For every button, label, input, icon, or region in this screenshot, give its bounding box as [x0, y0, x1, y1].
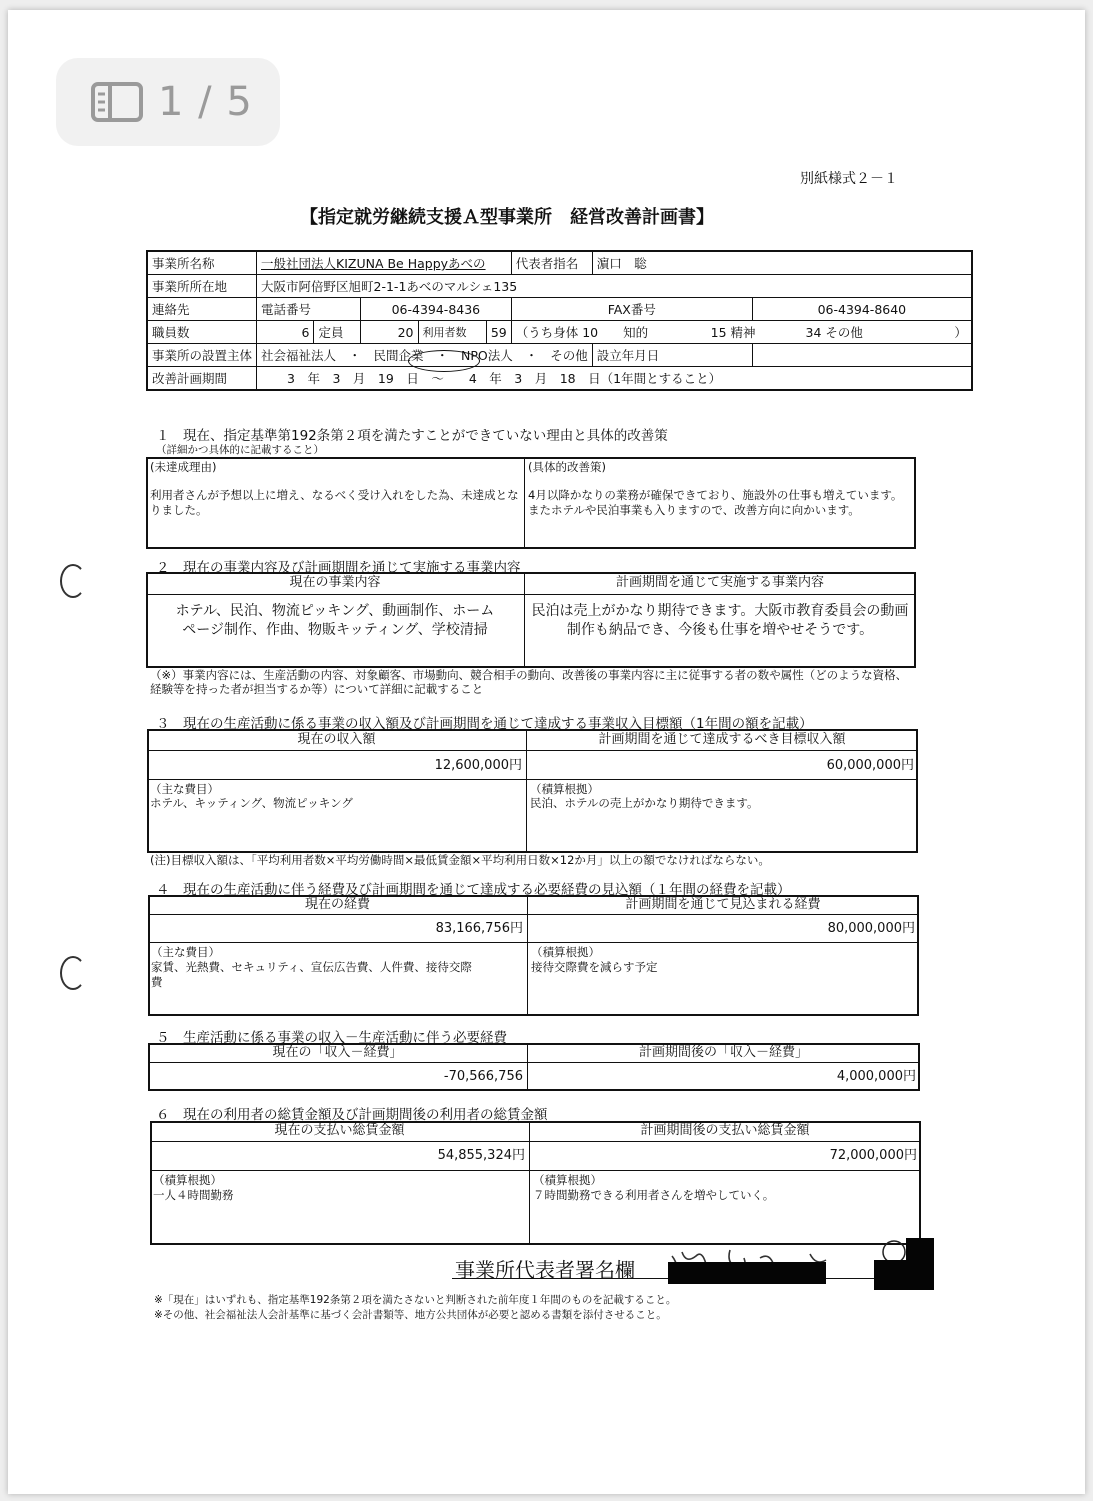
staff-count: 6: [257, 321, 314, 344]
section3-right-text: 民泊、ホテルの売上がかなり期待できます。: [530, 796, 759, 810]
section5-right-header: 計画期間後の「収入－経費」: [638, 1045, 808, 1060]
section3-title: ３ 現在の生産活動に係る事業の収入額及び計画期間を通じて達成する事業収入目標額（1年間の額を記載）: [156, 716, 813, 732]
section3-left-text: ホテル、キッティング、物流ピッキング: [150, 796, 353, 810]
address: 大阪市阿倍野区旭町2-1-1あべのマルシェ135: [257, 275, 972, 298]
established-label: 設立年月日: [592, 344, 752, 367]
divider: [148, 942, 919, 943]
section3-right-header: 計画期間を通じて達成するべき目標収入額: [598, 732, 846, 747]
users-count: 59: [486, 321, 511, 344]
capacity: 20: [360, 321, 418, 344]
section3-left-label: （主な費目）: [150, 782, 219, 796]
document-title: 【指定就労継続支援Ａ型事業所 経営改善計画書】: [300, 207, 714, 228]
section6-right-label: （積算根拠）: [533, 1173, 602, 1187]
section2-right-text: 民泊は売上がかなり期待できます。大阪市教育委員会の動画制作も納品でき、今後も仕事を増やせそうです。: [531, 603, 909, 638]
established-value: [752, 344, 972, 367]
section5-left-header: 現在の「収入－経費」: [272, 1045, 403, 1060]
footnote-2: ※その他、社会福祉法人会計基準に基づく会計書類等、地方公共団体が必要と認める書類を添付させること。: [154, 1309, 667, 1321]
form-number: 別紙様式２－１: [800, 171, 898, 187]
section3-left-amount: 12,600,000円: [434, 758, 522, 773]
divider: [529, 1121, 530, 1245]
page-list-icon: [90, 81, 144, 123]
divider: [148, 914, 919, 915]
selected-option-circle: [408, 350, 480, 372]
seal-stamp: [872, 1238, 934, 1290]
users-breakdown: （うち身体 10 知的 15 精神 34 その他 ）: [511, 321, 972, 344]
section2-right-header: 計画期間を通じて実施する事業内容: [615, 575, 824, 590]
binder-hole-mark: [60, 956, 86, 990]
divider: [150, 1170, 921, 1171]
signature-label: 事業所代表者署名欄: [455, 1258, 635, 1282]
users-label: 利用者数: [418, 321, 486, 344]
section6-left-header: 現在の支払い総賃金額: [274, 1123, 405, 1138]
section2-left-text: ホテル、民泊、物流ピッキング、動画制作、ホームページ制作、作曲、物販キッティング、学校清掃: [175, 603, 495, 638]
page-indicator[interactable]: [56, 58, 280, 146]
page-indicator-text: 1 / 5: [158, 79, 253, 125]
period: 3 年 3 月 19 日 ～ 4 年 3 月 18 日（1年間とすること）: [257, 367, 972, 391]
fax-label: FAX番号: [511, 298, 752, 321]
capacity-label: 定員: [314, 321, 361, 344]
divider: [146, 594, 916, 595]
divider: [148, 1062, 920, 1063]
tel: 06-4394-8436: [360, 298, 511, 321]
redaction-bar: [668, 1262, 826, 1284]
section3-left-header: 現在の収入額: [297, 732, 376, 747]
section1-left-text: 利用者さんが予想以上に増え、なるべく受け入れをした為、未達成となりました。: [150, 488, 519, 517]
divider: [147, 779, 918, 780]
footnote-1: ※「現在」はいずれも、指定基準192条第２項を満たさないと判断された前年度１年間のものを記載すること。: [154, 1294, 677, 1306]
section5-right-amount: 4,000,000円: [836, 1069, 916, 1084]
fax: 06-4394-8640: [752, 298, 972, 321]
section4-left-text: 家賃、光熱費、セキュリティ、宣伝広告費、人件費、接待交際費: [151, 960, 472, 989]
office-name-label: 事業所名称: [147, 251, 257, 275]
section4-right-header: 計画期間を通じて見込まれる経費: [625, 897, 821, 912]
founder-options: 社会福祉法人 ・ 民間企業 ・ NPO法人 ・ その他: [257, 344, 593, 367]
section6-title: ６ 現在の利用者の総賃金額及び計画期間後の利用者の総賃金額: [156, 1107, 548, 1123]
section1-left-label: (未達成理由): [150, 460, 217, 474]
section6-left-label: （積算根拠）: [153, 1173, 222, 1187]
section2-left-header: 現在の事業内容: [289, 575, 381, 590]
section1-subtitle: （詳細かつ具体的に記載すること）: [156, 444, 324, 456]
divider: [527, 895, 528, 1016]
tel-label: 電話番号: [257, 298, 361, 321]
section6-right-amount: 72,000,000円: [829, 1148, 917, 1163]
section4-right-label: （積算根拠）: [531, 945, 600, 959]
founder-label: 事業所の設置主体: [147, 344, 257, 367]
section6-right-header: 計画期間後の支払い総賃金額: [640, 1123, 810, 1138]
section2-note: （※）事業内容には、生産活動の内容、対象顧客、市場動向、競合相手の動向、改善後の事業内容に主に従事する者の数や属性（どのような資格、経験等を持った者が担当するか等）について詳細に記載すること: [150, 668, 908, 696]
divider: [147, 750, 918, 751]
section6-right-text: ７時間勤務できる利用者さんを増やしていく。: [533, 1188, 775, 1202]
rep-name: 濵口 聡: [592, 251, 972, 275]
binder-hole-mark: [60, 564, 86, 598]
rep-label: 代表者指名: [511, 251, 592, 275]
section1-title: １ 現在、指定基準第192条第２項を満たすことができていない理由と具体的改善策: [156, 428, 668, 444]
section4-title: ４ 現在の生産活動に伴う経費及び計画期間を通じて達成する必要経費の見込額（１年間の経費を記載）: [156, 882, 791, 898]
section1-right-text: 4月以降かなりの業務が確保できており、施設外の仕事も増えています。またホテルや民泊事業も入りますので、改善方向に向かいます。: [528, 488, 903, 517]
section6-left-amount: 54,855,324円: [437, 1148, 525, 1163]
section3-note: (注)目標収入額は、「平均利用者数×平均労働時間×最低賃金額×平均利用日数×12か月」以上の額でなければならない。: [150, 853, 770, 867]
section3-right-amount: 60,000,000円: [826, 758, 914, 773]
address-label: 事業所所在地: [147, 275, 257, 298]
section3-right-label: （積算根拠）: [530, 782, 599, 796]
divider: [150, 1141, 921, 1142]
section4-right-amount: 80,000,000円: [827, 921, 915, 936]
divider: [524, 457, 525, 549]
contact-label: 連絡先: [147, 298, 257, 321]
section5-title: ５ 生産活動に係る事業の収入－生産活動に伴う必要経費: [156, 1030, 507, 1046]
section5-left-amount: -70,566,756: [443, 1069, 523, 1084]
period-label: 改善計画期間: [147, 367, 257, 391]
section4-left-amount: 83,166,756円: [435, 921, 523, 936]
section4-left-header: 現在の経費: [304, 897, 370, 912]
section1-right-label: (具体的改善策): [528, 460, 606, 474]
section2-title: ２ 現在の事業内容及び計画期間を通じて実施する事業内容: [156, 560, 521, 576]
section6-left-text: 一人４時間勤務: [153, 1188, 234, 1202]
staff-label: 職員数: [147, 321, 257, 344]
office-name: 一般社団法人KIZUNA Be Happyあべの: [257, 251, 512, 275]
office-info-table: [146, 250, 973, 391]
section4-left-label: （主な費目）: [151, 945, 220, 959]
section4-right-text: 接待交際費を減らす予定: [531, 960, 658, 974]
divider: [526, 729, 527, 853]
